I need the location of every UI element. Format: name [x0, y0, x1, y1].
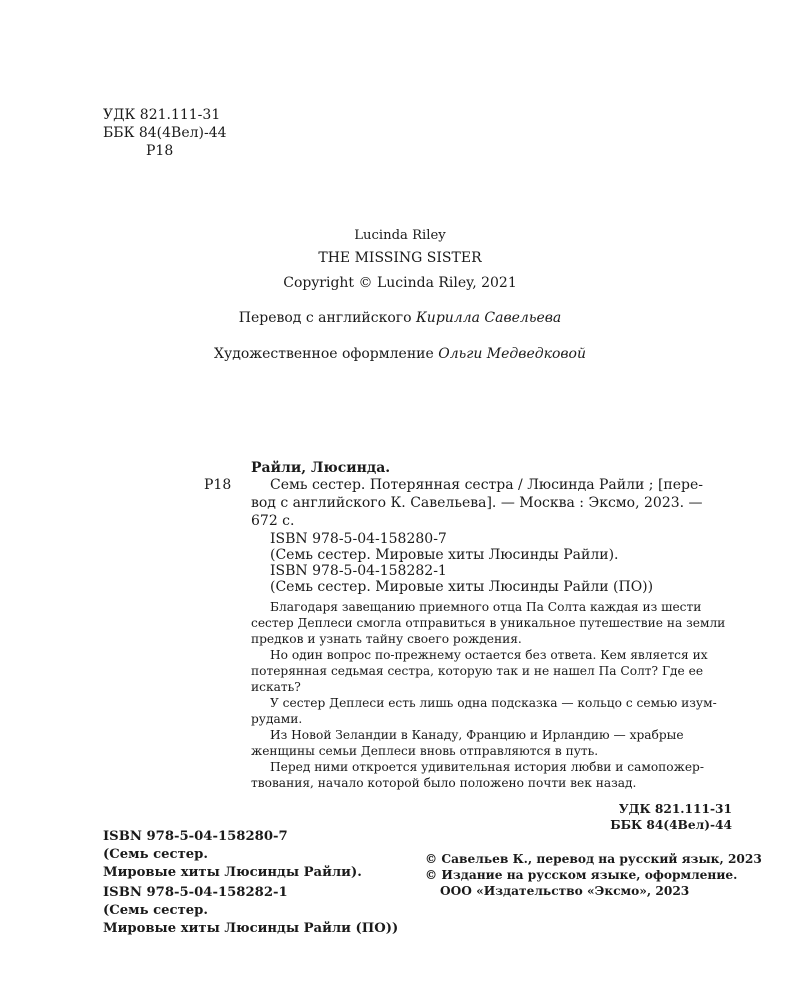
- author-mark: Р18: [146, 143, 174, 159]
- catalog-desc-line: вод с английского К. Савельева]. — Москва : Эксмо, 2023. —: [251, 495, 703, 511]
- annotation-line: твования, начало которой было положено почти век назад.: [251, 776, 637, 790]
- udk-code: УДК 821.111-31: [103, 107, 221, 123]
- bbk-code: ББК 84(4Вел)-44: [103, 125, 227, 141]
- catalog-series: (Семь сестер. Мировые хиты Люсинды Райли).: [270, 547, 619, 563]
- annotation-line: предков и узнать тайну своего рождения.: [251, 632, 522, 646]
- footer-isbn: ISBN 978-5-04-158282-1: [103, 885, 288, 900]
- annotation-line: Благодаря завещанию приемного отца Па Солта каждая из шести: [270, 600, 702, 614]
- annotation-line: сестер Деплеси смогла отправиться в уникальное путешествие на земли: [251, 616, 726, 630]
- catalog-heading: Райли, Люсинда.: [251, 460, 391, 476]
- catalog-series: (Семь сестер. Мировые хиты Люсинды Райли (ПО)): [270, 579, 654, 595]
- footer-series: Мировые хиты Люсинды Райли).: [103, 865, 362, 880]
- annotation-line: Но один вопрос по-прежнему остается без ответа. Кем является их: [270, 648, 708, 662]
- footer-copyright-edition: © Издание на русском языке, оформление.: [425, 868, 738, 882]
- catalog-desc-line: Семь сестер. Потерянная сестра / Люсинда Райли ; [пере-: [270, 477, 703, 493]
- annotation-line: искать?: [251, 680, 301, 694]
- annotation-line: Перед ними откроется удивительная история любви и самопожер-: [270, 760, 704, 774]
- footer-udk: УДК 821.111-31: [618, 802, 732, 816]
- copyright-line: Copyright © Lucinda Riley, 2021: [283, 275, 517, 291]
- design-label: Художественное оформление: [214, 346, 434, 362]
- annotation-line: рудами.: [251, 712, 303, 726]
- catalog-isbn: ISBN 978-5-04-158280-7: [270, 531, 447, 547]
- annotation-line: женщины семьи Деплеси вновь отправляются в путь.: [251, 744, 599, 758]
- original-author: Lucinda Riley: [354, 228, 446, 243]
- original-title: THE MISSING SISTER: [318, 250, 482, 266]
- designer-name: Ольги Медведковой: [438, 346, 586, 362]
- design-credit: [0, 345, 800, 363]
- annotation-line: Из Новой Зеландии в Канаду, Францию и Ирландию — храбрые: [270, 728, 684, 742]
- annotation-line: потерянная седьмая сестра, которую так и не нашел Па Солт? Где ее: [251, 664, 704, 678]
- footer-series: (Семь сестер.: [103, 903, 208, 918]
- footer-copyright-publisher: ООО «Издательство «Эксмо», 2023: [440, 884, 690, 898]
- translation-label: Перевод с английского: [238, 310, 412, 326]
- catalog-desc-line: 672 с.: [251, 513, 295, 529]
- footer-isbn: ISBN 978-5-04-158280-7: [103, 829, 288, 844]
- footer-copyright-translation: © Савельев К., перевод на русский язык, 2023: [425, 852, 762, 866]
- translation-credit: [0, 309, 800, 327]
- translator-name: Кирилла Савельева: [415, 310, 562, 326]
- footer-series: (Семь сестер.: [103, 847, 208, 862]
- annotation-line: У сестер Деплеси есть лишь одна подсказка — кольцо с семью изум-: [270, 696, 717, 710]
- catalog-isbn: ISBN 978-5-04-158282-1: [270, 563, 447, 579]
- footer-bbk: ББК 84(4Вел)-44: [610, 818, 732, 832]
- catalog-author-mark: Р18: [204, 477, 232, 493]
- footer-series: Мировые хиты Люсинды Райли (ПО)): [103, 921, 399, 936]
